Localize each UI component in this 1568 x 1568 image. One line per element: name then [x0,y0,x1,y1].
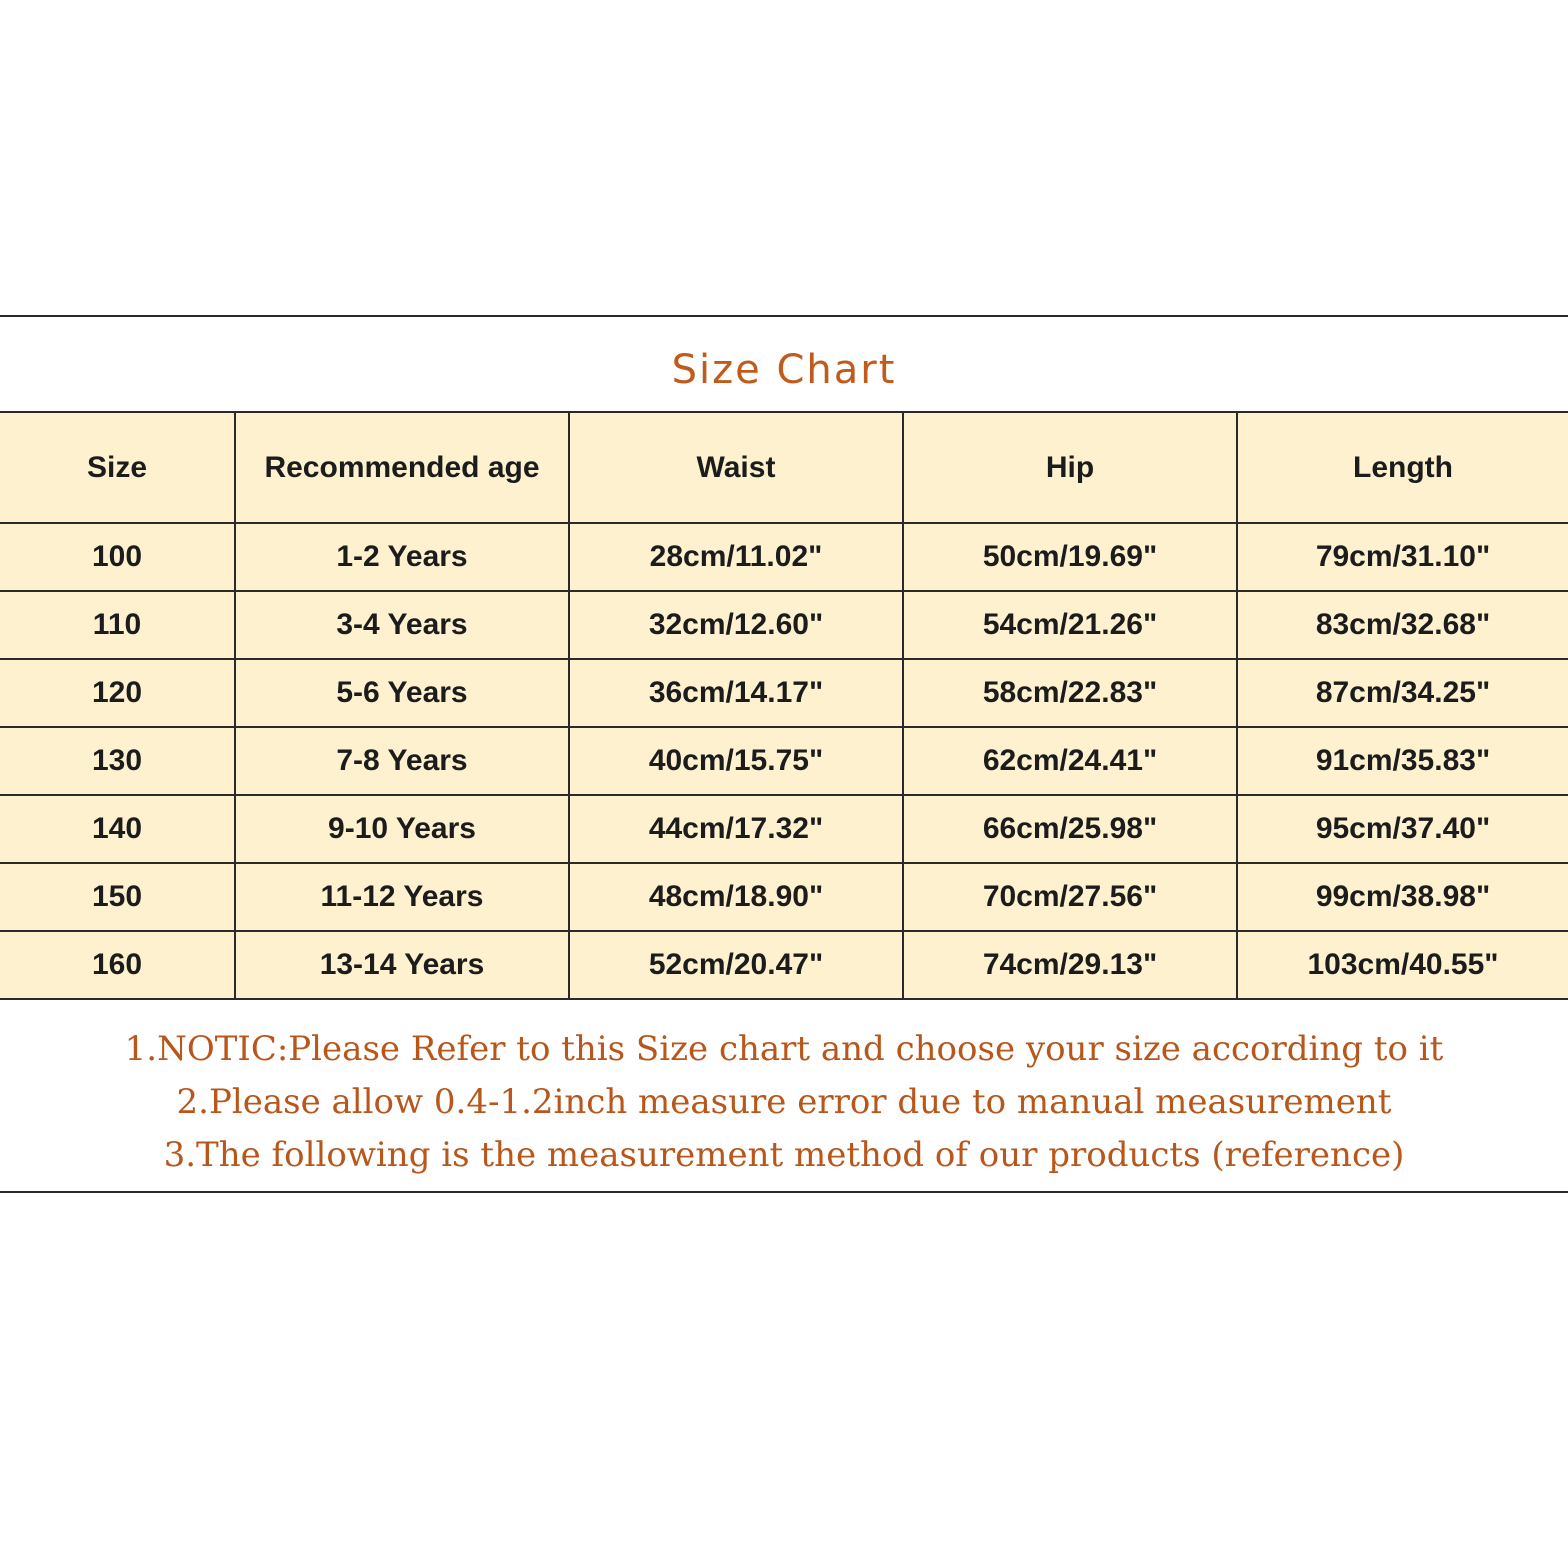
cell-hip: 62cm/24.41" [903,727,1237,795]
cell-length: 79cm/31.10" [1237,523,1568,591]
cell-length: 103cm/40.55" [1237,931,1568,999]
cell-size: 130 [0,727,235,795]
chart-title: Size Chart [671,347,897,393]
cell-size: 120 [0,659,235,727]
cell-age: 13-14 Years [235,931,569,999]
cell-size: 140 [0,795,235,863]
cell-age: 9-10 Years [235,795,569,863]
table-row [0,523,1568,591]
cell-hip: 66cm/25.98" [903,795,1237,863]
cell-size: 100 [0,523,235,591]
notes-block [0,1023,1568,1182]
cell-waist: 40cm/15.75" [569,727,903,795]
table-row [0,591,1568,659]
cell-age: 3-4 Years [235,591,569,659]
header-recommended-age: Recommended age [235,412,569,523]
cell-age: 11-12 Years [235,863,569,931]
cell-waist: 36cm/14.17" [569,659,903,727]
table-row [0,931,1568,999]
table-row [0,795,1568,863]
cell-age: 7-8 Years [235,727,569,795]
cell-hip: 54cm/21.26" [903,591,1237,659]
header-length: Length [1237,412,1568,523]
header-row [0,412,1568,523]
cell-length: 99cm/38.98" [1237,863,1568,931]
table-row [0,727,1568,795]
cell-hip: 50cm/19.69" [903,523,1237,591]
cell-length: 83cm/32.68" [1237,591,1568,659]
table-row [0,863,1568,931]
cell-waist: 44cm/17.32" [569,795,903,863]
table-row [0,659,1568,727]
cell-length: 87cm/34.25" [1237,659,1568,727]
cell-waist: 52cm/20.47" [569,931,903,999]
cell-size: 160 [0,931,235,999]
cell-hip: 74cm/29.13" [903,931,1237,999]
cell-waist: 48cm/18.90" [569,863,903,931]
size-table [0,411,1568,1000]
cell-waist: 32cm/12.60" [569,591,903,659]
note-line: 2.Please allow 0.4-1.2inch measure error due to manual measurement [176,1082,1392,1122]
header-size: Size [0,412,235,523]
cell-age: 5-6 Years [235,659,569,727]
cell-waist: 28cm/11.02" [569,523,903,591]
cell-age: 1-2 Years [235,523,569,591]
header-waist: Waist [569,412,903,523]
note-line: 1.NOTIC:Please Refer to this Size chart and choose your size according to it [124,1029,1444,1069]
header-hip: Hip [903,412,1237,523]
cell-length: 95cm/37.40" [1237,795,1568,863]
note-line: 3.The following is the measurement method of our products (reference) [163,1135,1405,1175]
cell-size: 110 [0,591,235,659]
size-chart-panel [0,315,1568,1193]
cell-hip: 58cm/22.83" [903,659,1237,727]
cell-length: 91cm/35.83" [1237,727,1568,795]
cell-hip: 70cm/27.56" [903,863,1237,931]
cell-size: 150 [0,863,235,931]
